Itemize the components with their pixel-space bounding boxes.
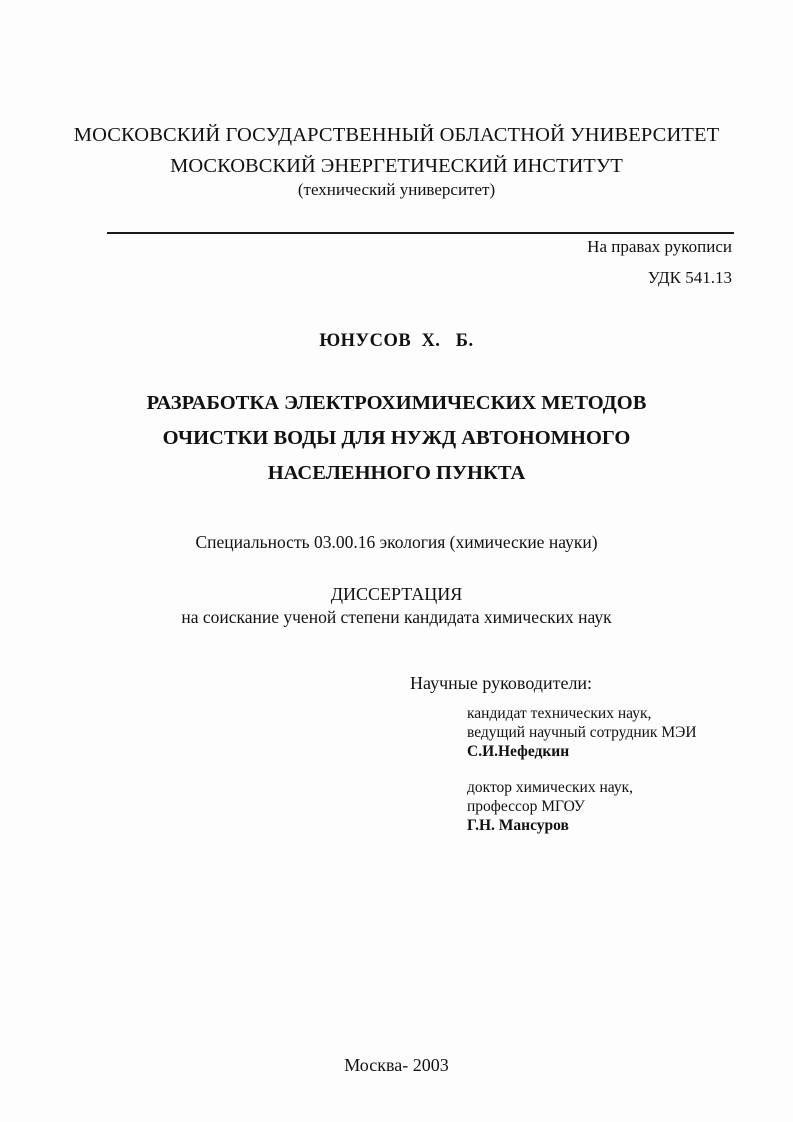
- udk-code: УДК 541.13: [647, 268, 732, 287]
- university-subtitle: (технический университет): [297, 180, 496, 199]
- advisor-position: профессор МГОУ: [467, 798, 585, 815]
- advisor-degree: доктор химических наук,: [467, 779, 633, 796]
- advisor-position: ведущий научный сотрудник МЭИ: [467, 724, 697, 741]
- header-divider: [107, 232, 734, 234]
- advisors-heading: Научные руководители:: [410, 673, 593, 693]
- advisor-name: С.И.Нефедкин: [467, 743, 570, 760]
- university-name-1: МОСКОВСКИЙ ГОСУДАРСТВЕННЫЙ ОБЛАСТНОЙ УНИВЕРСИТЕТ: [73, 124, 720, 146]
- advisor-1: [467, 704, 697, 761]
- advisor-name: Г.Н. Мансуров: [467, 817, 569, 834]
- title-line-1: РАЗРАБОТКА ЭЛЕКТРОХИМИЧЕСКИХ МЕТОДОВ: [146, 392, 647, 414]
- dissertation-subtitle: на соискание ученой степени кандидата химических наук: [181, 607, 612, 627]
- dissertation-title: [0, 386, 793, 491]
- advisor-2: [467, 778, 633, 835]
- dissertation-label: ДИССЕРТАЦИЯ: [330, 584, 463, 604]
- city-year: Москва- 2003: [344, 1055, 449, 1075]
- specialty: Специальность 03.00.16 экология (химические науки): [195, 532, 598, 552]
- title-line-2: ОЧИСТКИ ВОДЫ ДЛЯ НУЖД АВТОНОМНОГО: [162, 427, 631, 449]
- author-name: ЮНУСОВ Х. Б.: [319, 331, 474, 351]
- manuscript-rights: На правах рукописи: [587, 237, 732, 256]
- title-line-3: НАСЕЛЕННОГО ПУНКТА: [267, 462, 526, 484]
- advisor-degree: кандидат технических наук,: [467, 705, 652, 722]
- university-name-2: МОСКОВСКИЙ ЭНЕРГЕТИЧЕСКИЙ ИНСТИТУТ: [170, 155, 623, 177]
